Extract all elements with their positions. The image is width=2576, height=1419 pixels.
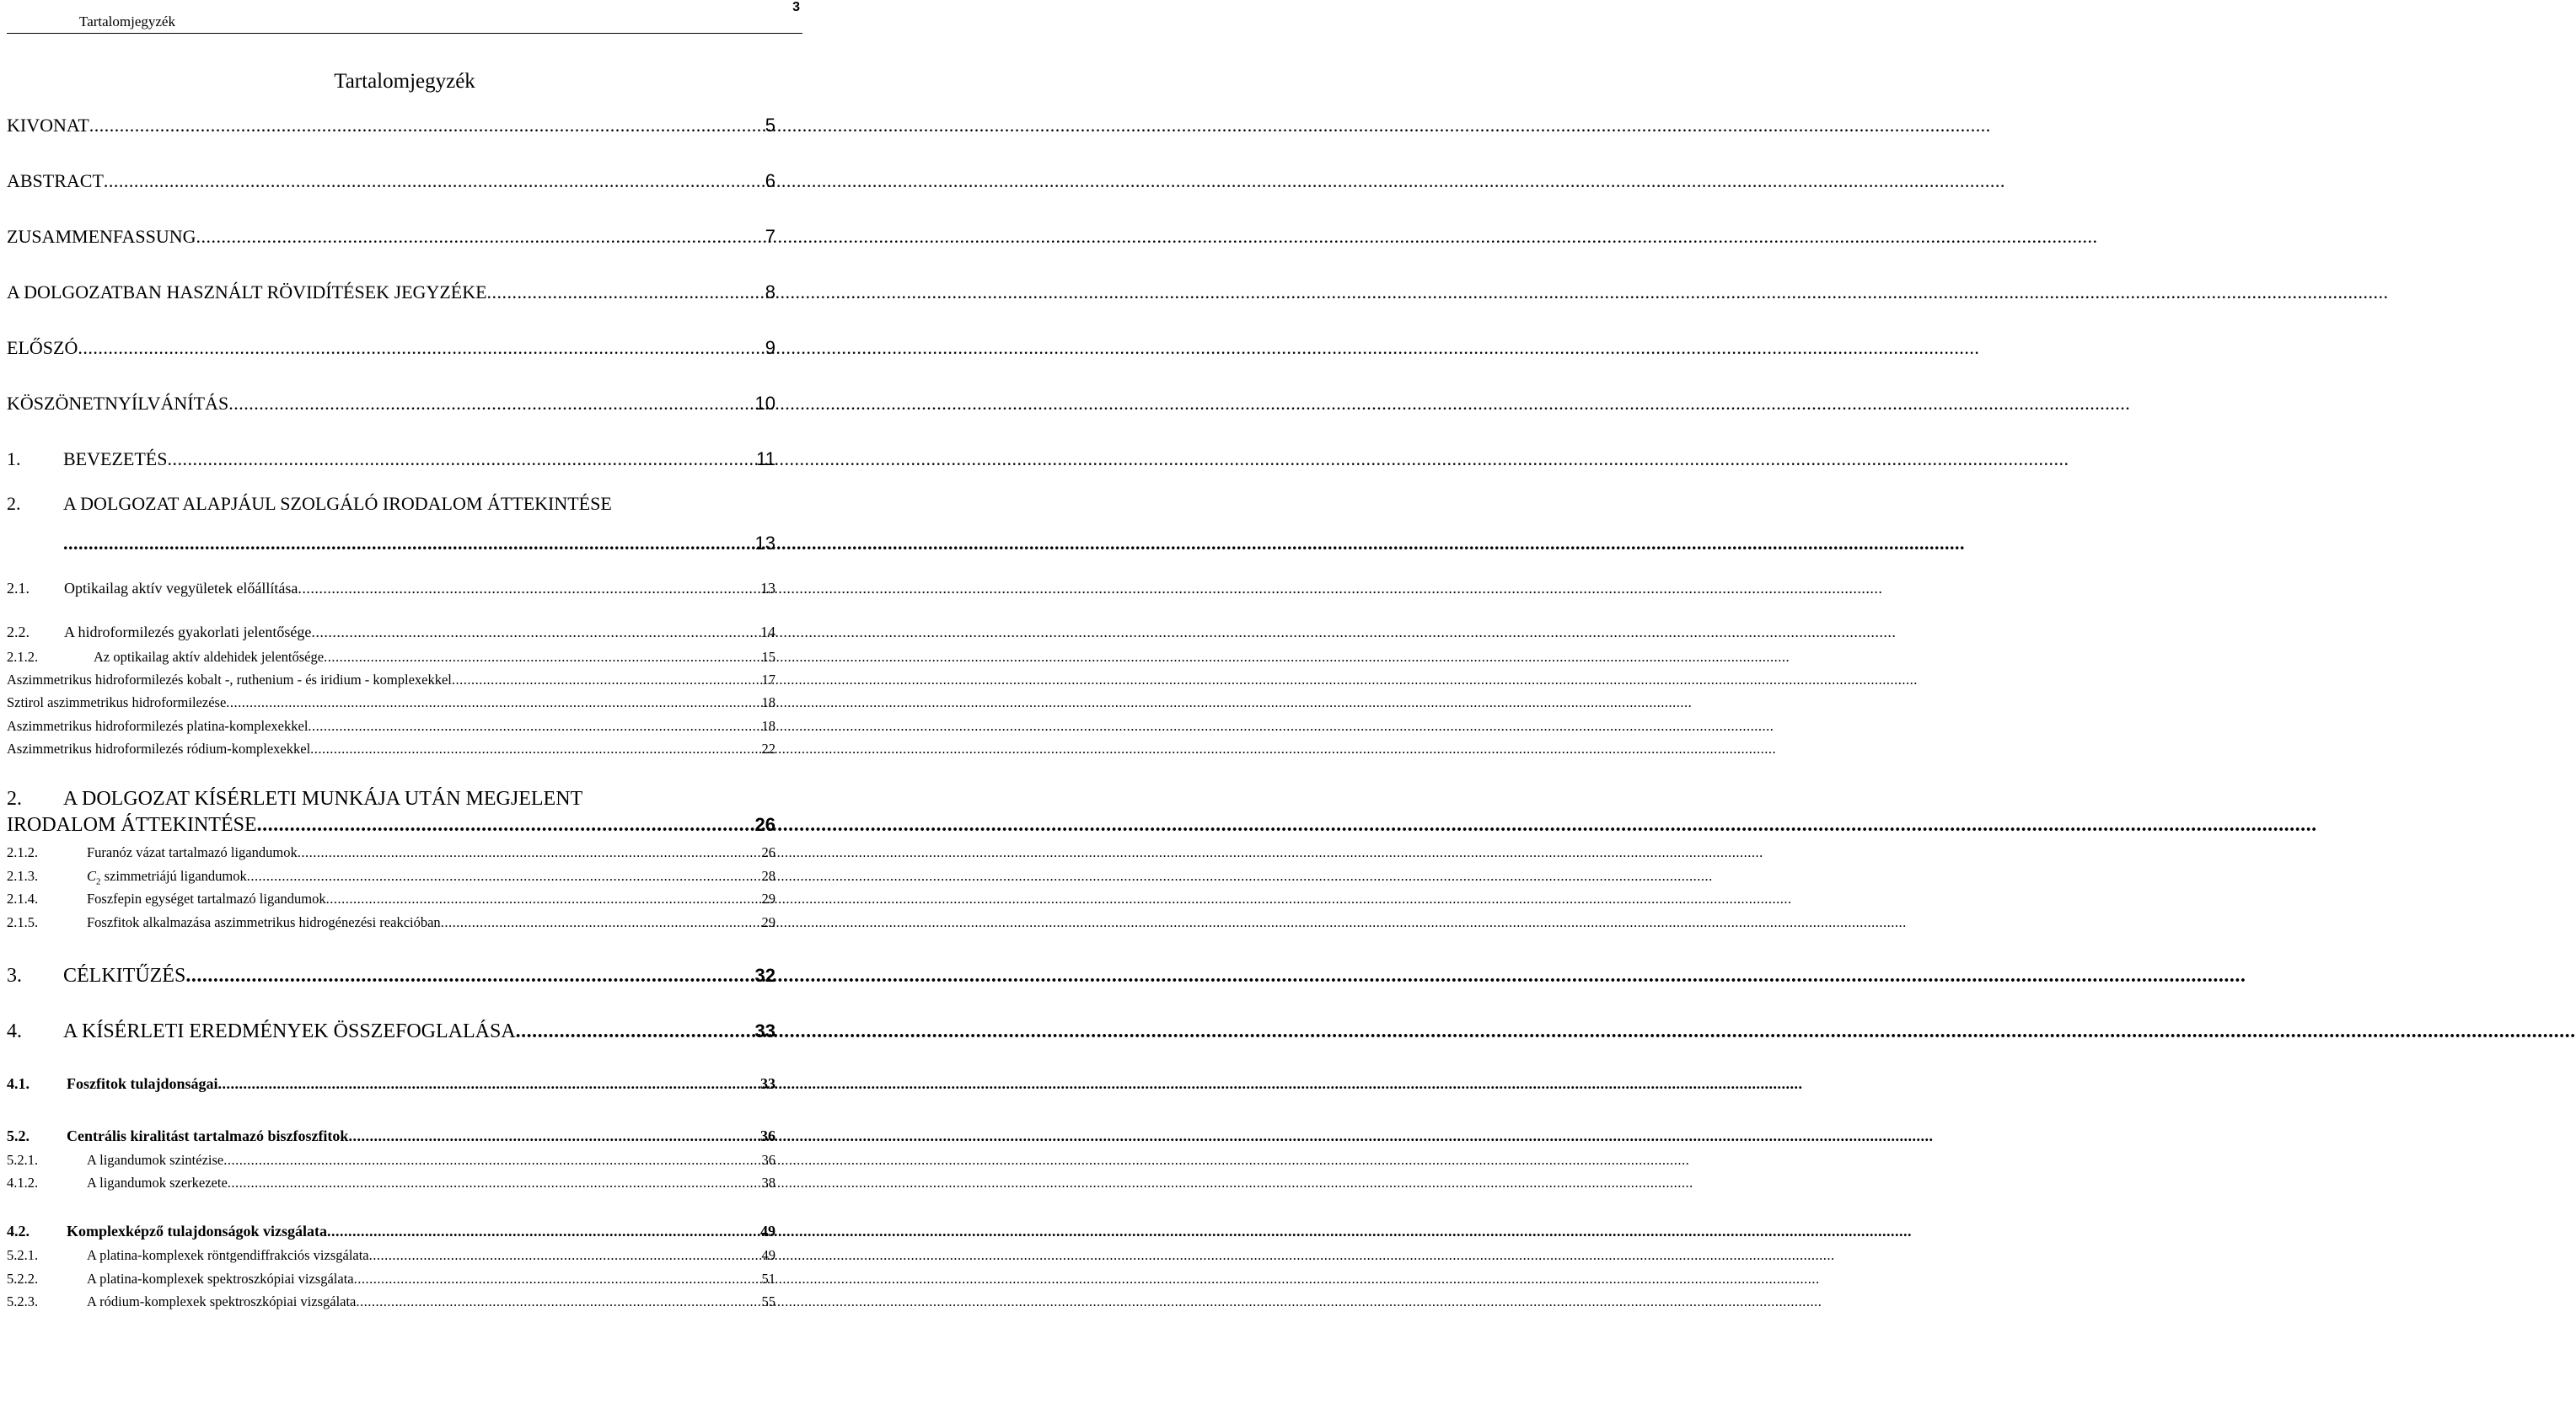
toc-entry-text: Foszfepin egységet tartalmazó ligandumok <box>87 891 326 907</box>
dot-leader <box>356 1293 761 1310</box>
toc-entry-number: 5.2.2. <box>7 1271 39 1287</box>
toc-entry-number: 5.2.1. <box>7 1152 39 1168</box>
dot-leader <box>348 1127 760 1145</box>
dot-leader <box>247 868 762 885</box>
toc-entry-text: Az optikailag aktív aldehidek jelentősége <box>94 649 325 665</box>
toc-entry-text: KIVONAT <box>7 115 89 136</box>
toc-entry-number: 2. <box>7 493 21 514</box>
toc-entry-text: BEVEZETÉS <box>63 448 168 469</box>
toc-entry-page: 38 <box>761 1175 775 1191</box>
toc-entry-section-4-1-2[interactable] <box>7 1175 775 1191</box>
dot-leader <box>487 281 765 303</box>
toc-entry-number: 5.2.1. <box>7 1247 39 1263</box>
toc-entry-abbreviations[interactable] <box>7 281 775 303</box>
toc-entry-page: 55 <box>761 1293 775 1309</box>
toc-entry-text: ABSTRACT <box>7 170 104 191</box>
toc-entry-text-rest: szimmetriájú ligandumok <box>100 868 247 884</box>
toc-entry-section-5-2-1[interactable] <box>7 1152 775 1169</box>
toc-entry-page: 49 <box>761 1247 775 1263</box>
toc-entry-kivonat[interactable] <box>7 115 775 137</box>
toc-entry-text: A DOLGOZAT ALAPJÁUL SZOLGÁLÓ IRODALOM ÁTTEKINTÉSE <box>63 493 612 514</box>
dot-leader <box>298 580 760 597</box>
toc-entry-text: KÖSZÖNETNYÍLVÁNÍTÁS <box>7 393 229 414</box>
toc-entry-section-2b[interactable] <box>7 788 775 811</box>
toc-entry-text: A KÍSÉRLETI EREDMÉNYEK ÖSSZEFOGLALÁSA <box>63 1020 516 1042</box>
toc-entry-text: Sztirol aszimmetrikus hidroformilezése <box>7 694 227 710</box>
toc-entry-section-2-1-4[interactable] <box>7 891 775 908</box>
toc-entry-page: 28 <box>761 868 775 884</box>
toc-entry-page: 9 <box>765 337 775 358</box>
dot-leader <box>228 1175 762 1191</box>
toc-entry-text: Aszimmetrikus hidroformilezés kobalt -, ruthenium - és iridium - komplexekkel <box>7 672 452 688</box>
toc-entry-text <box>87 868 247 886</box>
toc-entry-text: Furanóz vázat tartalmazó ligandumok <box>87 844 298 860</box>
toc-entry-page: 13 <box>754 533 775 554</box>
dot-leader <box>516 1020 755 1043</box>
toc-entry-number: 3. <box>7 965 22 987</box>
toc-entry-section-2-1[interactable] <box>7 580 775 597</box>
dot-leader <box>441 914 762 931</box>
toc-entry-section-4[interactable] <box>7 1020 775 1043</box>
toc-entry-section-2[interactable] <box>7 493 775 515</box>
toc-entry-section-5-2[interactable] <box>7 1127 775 1145</box>
toc-entry-text: CÉLKITŰZÉS <box>63 965 186 987</box>
toc-entry-eloszo[interactable] <box>7 337 775 359</box>
dot-leader <box>196 226 765 248</box>
dot-leader <box>89 115 765 137</box>
toc-entry-plain[interactable] <box>7 741 775 758</box>
toc-entry-text: A DOLGOZAT KÍSÉRLETI MUNKÁJA UTÁN MEGJELENT <box>63 788 583 810</box>
c-symbol: C <box>87 868 97 884</box>
c-subscript: 2 <box>96 876 101 887</box>
toc-entry-text: ELŐSZÓ <box>7 337 78 358</box>
toc-entry-page: 14 <box>760 624 775 640</box>
toc-entry-page: 15 <box>761 649 775 665</box>
toc-entry-page: 10 <box>754 393 775 414</box>
toc-entry-number: 2.1.2. <box>7 649 39 665</box>
toc-entry-number: 4.1.2. <box>7 1175 39 1191</box>
toc-entry-number: 2.1.2. <box>7 844 39 860</box>
toc-entry-koszonet[interactable] <box>7 393 775 415</box>
toc-entry-section-2-2[interactable] <box>7 624 775 641</box>
toc-entry-page: 29 <box>761 891 775 907</box>
toc-entry-plain[interactable] <box>7 718 775 735</box>
dot-leader <box>226 694 761 711</box>
dot-leader <box>369 1247 762 1264</box>
toc-entry-zusammenfassung[interactable] <box>7 226 775 248</box>
toc-entry-page: 26 <box>761 844 775 860</box>
toc-entry-page: 51 <box>761 1271 775 1287</box>
toc-entry-page: 18 <box>761 694 775 710</box>
toc-entry-abstract[interactable] <box>7 170 775 192</box>
toc-entry-page: 18 <box>761 718 775 734</box>
toc-entry-page: 29 <box>761 914 775 930</box>
toc-entry-text: A hidroformilezés gyakorlati jelentősége <box>64 624 312 640</box>
toc-entry-text: A ligandumok szintézise <box>87 1152 224 1168</box>
toc-entry-page: 49 <box>760 1223 775 1240</box>
toc-entry-number: 4.2. <box>7 1223 30 1240</box>
dot-leader <box>452 672 762 688</box>
dot-leader <box>167 448 756 470</box>
toc-entry-page: 13 <box>760 580 775 597</box>
toc-entry-section-2-1-2[interactable] <box>7 649 775 666</box>
toc-entry-section-2-leader <box>63 533 775 554</box>
toc-entry-section-4-2[interactable] <box>7 1223 775 1240</box>
toc-entry-section-2-1-3[interactable] <box>7 868 775 886</box>
toc-title: Tartalomjegyzék <box>334 70 475 93</box>
toc-entry-page: 11 <box>756 448 775 469</box>
dot-leader <box>298 844 762 861</box>
header-rule <box>7 33 802 34</box>
dot-leader <box>311 624 760 641</box>
dot-leader <box>218 1075 760 1093</box>
toc-entry-number: 1. <box>7 448 21 469</box>
toc-entry-page: 33 <box>754 1020 775 1041</box>
dot-leader <box>308 718 761 735</box>
toc-entry-section-2-1-2b[interactable] <box>7 844 775 861</box>
dot-leader <box>223 1152 761 1169</box>
toc-entry-section-2b-line2 <box>7 814 775 837</box>
toc-entry-text: Foszfitok alkalmazása aszimmetrikus hidrogénezési reakcióban <box>87 914 441 930</box>
toc-entry-section-5-2-2[interactable] <box>7 1271 775 1288</box>
dot-leader <box>228 393 754 415</box>
toc-entry-plain[interactable] <box>7 672 775 688</box>
dot-leader <box>185 965 754 988</box>
toc-entry-number: 4. <box>7 1020 22 1042</box>
toc-entry-page: 7 <box>765 226 775 247</box>
toc-entry-page: 8 <box>765 281 775 303</box>
dot-leader <box>78 337 765 359</box>
toc-entry-page: 32 <box>754 965 775 986</box>
toc-entry-text: IRODALOM ÁTTEKINTÉSE <box>7 814 257 836</box>
dot-leader <box>257 814 755 837</box>
toc-entry-text: Komplexképző tulajdonságok vizsgálata <box>67 1223 328 1240</box>
toc-entry-text: A ródium-komplexek spektroszkópiai vizsgálata <box>87 1293 357 1309</box>
toc-entry-text: Foszfitok tulajdonságai <box>67 1075 218 1092</box>
toc-entry-text: Optikailag aktív vegyületek előállítása <box>64 580 298 597</box>
toc-entry-page: 6 <box>765 170 775 191</box>
dot-leader <box>63 533 755 554</box>
toc-entry-page: 36 <box>761 1152 775 1168</box>
running-header-page-number: 3 <box>792 0 800 14</box>
dot-leader <box>104 170 765 192</box>
toc-entry-number: 5.2. <box>7 1127 30 1144</box>
toc-entry-number: 4.1. <box>7 1075 30 1092</box>
toc-entry-text: A ligandumok szerkezete <box>87 1175 228 1191</box>
toc-entry-text: Aszimmetrikus hidroformilezés ródium-komplexekkel <box>7 741 311 757</box>
dot-leader <box>326 891 762 908</box>
toc-entry-page: 33 <box>760 1075 775 1092</box>
toc-entry-number: 2.1. <box>7 580 30 597</box>
toc-entry-page: 26 <box>754 814 775 835</box>
toc-entry-text: ZUSAMMENFASSUNG <box>7 226 196 247</box>
toc-entry-number: 2.2. <box>7 624 30 640</box>
toc-entry-section-5-2-3[interactable] <box>7 1293 775 1310</box>
dot-leader <box>324 649 761 666</box>
toc-entry-text: A platina-komplexek röntgendiffrakciós vizsgálata <box>87 1247 369 1263</box>
toc-entry-page: 36 <box>760 1127 775 1144</box>
toc-entry-number: 2.1.5. <box>7 914 39 930</box>
toc-entry-section-5-2-1b[interactable] <box>7 1247 775 1264</box>
toc-entry-plain[interactable] <box>7 694 775 711</box>
toc-entry-section-4-1[interactable] <box>7 1075 775 1093</box>
toc-entry-page: 22 <box>761 741 775 757</box>
dot-leader <box>310 741 761 758</box>
toc-entry-number: 2.1.4. <box>7 891 39 907</box>
toc-entry-page: 17 <box>761 672 775 688</box>
dot-leader <box>327 1223 760 1240</box>
toc-entry-section-1[interactable] <box>7 448 775 470</box>
toc-entry-page: 5 <box>765 115 775 136</box>
toc-entry-number: 5.2.3. <box>7 1293 39 1309</box>
toc-entry-text: Aszimmetrikus hidroformilezés platina-komplexekkel <box>7 718 309 734</box>
toc-entry-section-3[interactable] <box>7 965 775 988</box>
toc-entry-number: 2.1.3. <box>7 868 39 884</box>
toc-entry-number: 2. <box>7 788 22 810</box>
toc-entry-text: A DOLGOZATBAN HASZNÁLT RÖVIDÍTÉSEK JEGYZÉKE <box>7 281 487 303</box>
toc-entry-text: A platina-komplexek spektroszkópiai vizsgálata <box>87 1271 354 1287</box>
toc-entry-text: Centrális kiralitást tartalmazó biszfoszfitok <box>67 1127 349 1144</box>
dot-leader <box>354 1271 762 1288</box>
toc-entry-section-2-1-5[interactable] <box>7 914 775 931</box>
running-header-title: Tartalomjegyzék <box>79 13 175 29</box>
